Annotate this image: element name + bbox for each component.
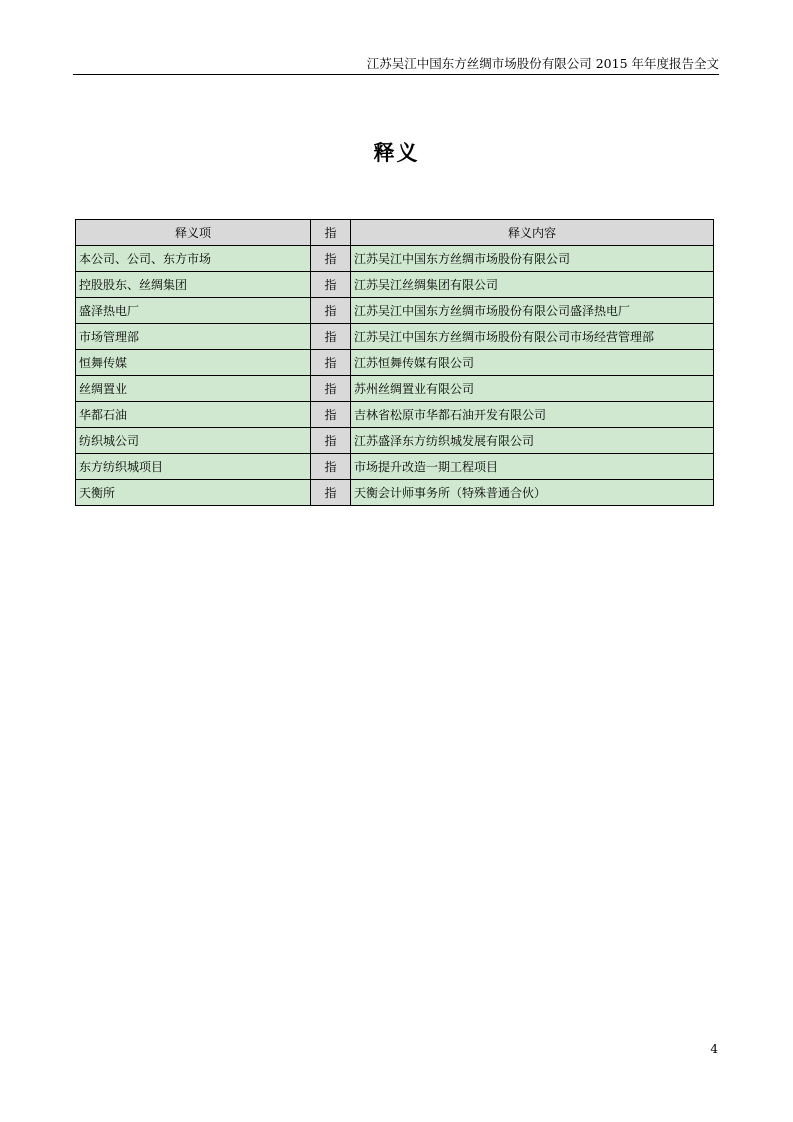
- column-header-ref: 指: [311, 220, 351, 246]
- page-number: 4: [710, 1042, 718, 1056]
- term-cell: 天衡所: [76, 480, 311, 506]
- desc-cell: 江苏吴江中国东方丝绸市场股份有限公司: [351, 246, 714, 272]
- definitions-table: [75, 219, 714, 506]
- table-row: [76, 376, 714, 402]
- ref-cell: 指: [311, 402, 351, 428]
- desc-cell: 江苏吴江中国东方丝绸市场股份有限公司盛泽热电厂: [351, 298, 714, 324]
- table-row: [76, 350, 714, 376]
- table-row: [76, 298, 714, 324]
- table-row: [76, 454, 714, 480]
- term-cell: 控股股东、丝绸集团: [76, 272, 311, 298]
- term-cell: 盛泽热电厂: [76, 298, 311, 324]
- desc-cell: 江苏恒舞传媒有限公司: [351, 350, 714, 376]
- ref-cell: 指: [311, 246, 351, 272]
- desc-cell: 市场提升改造一期工程项目: [351, 454, 714, 480]
- page-title: 释义: [373, 141, 420, 165]
- desc-cell: 吉林省松原市华都石油开发有限公司: [351, 402, 714, 428]
- column-header-term: 释义项: [76, 220, 311, 246]
- term-cell: 东方纺织城项目: [76, 454, 311, 480]
- table-row: [76, 402, 714, 428]
- ref-cell: 指: [311, 428, 351, 454]
- table-row: [76, 324, 714, 350]
- desc-cell: 江苏吴江丝绸集团有限公司: [351, 272, 714, 298]
- term-cell: 纺织城公司: [76, 428, 311, 454]
- table-row: [76, 480, 714, 506]
- header-divider: [73, 74, 719, 75]
- ref-cell: 指: [311, 350, 351, 376]
- term-cell: 恒舞传媒: [76, 350, 311, 376]
- desc-cell: 江苏盛泽东方纺织城发展有限公司: [351, 428, 714, 454]
- term-cell: 本公司、公司、东方市场: [76, 246, 311, 272]
- term-cell: 华都石油: [76, 402, 311, 428]
- ref-cell: 指: [311, 376, 351, 402]
- ref-cell: 指: [311, 272, 351, 298]
- running-header: 江苏吴江中国东方丝绸市场股份有限公司 2015 年年度报告全文: [366, 56, 719, 71]
- table-row: [76, 246, 714, 272]
- table-row: [76, 428, 714, 454]
- table-row: [76, 272, 714, 298]
- ref-cell: 指: [311, 324, 351, 350]
- desc-cell: 苏州丝绸置业有限公司: [351, 376, 714, 402]
- term-cell: 丝绸置业: [76, 376, 311, 402]
- ref-cell: 指: [311, 298, 351, 324]
- ref-cell: 指: [311, 480, 351, 506]
- ref-cell: 指: [311, 454, 351, 480]
- desc-cell: 江苏吴江中国东方丝绸市场股份有限公司市场经营管理部: [351, 324, 714, 350]
- term-cell: 市场管理部: [76, 324, 311, 350]
- table-header-row: [76, 220, 714, 246]
- column-header-desc: 释义内容: [351, 220, 714, 246]
- desc-cell: 天衡会计师事务所（特殊普通合伙）: [351, 480, 714, 506]
